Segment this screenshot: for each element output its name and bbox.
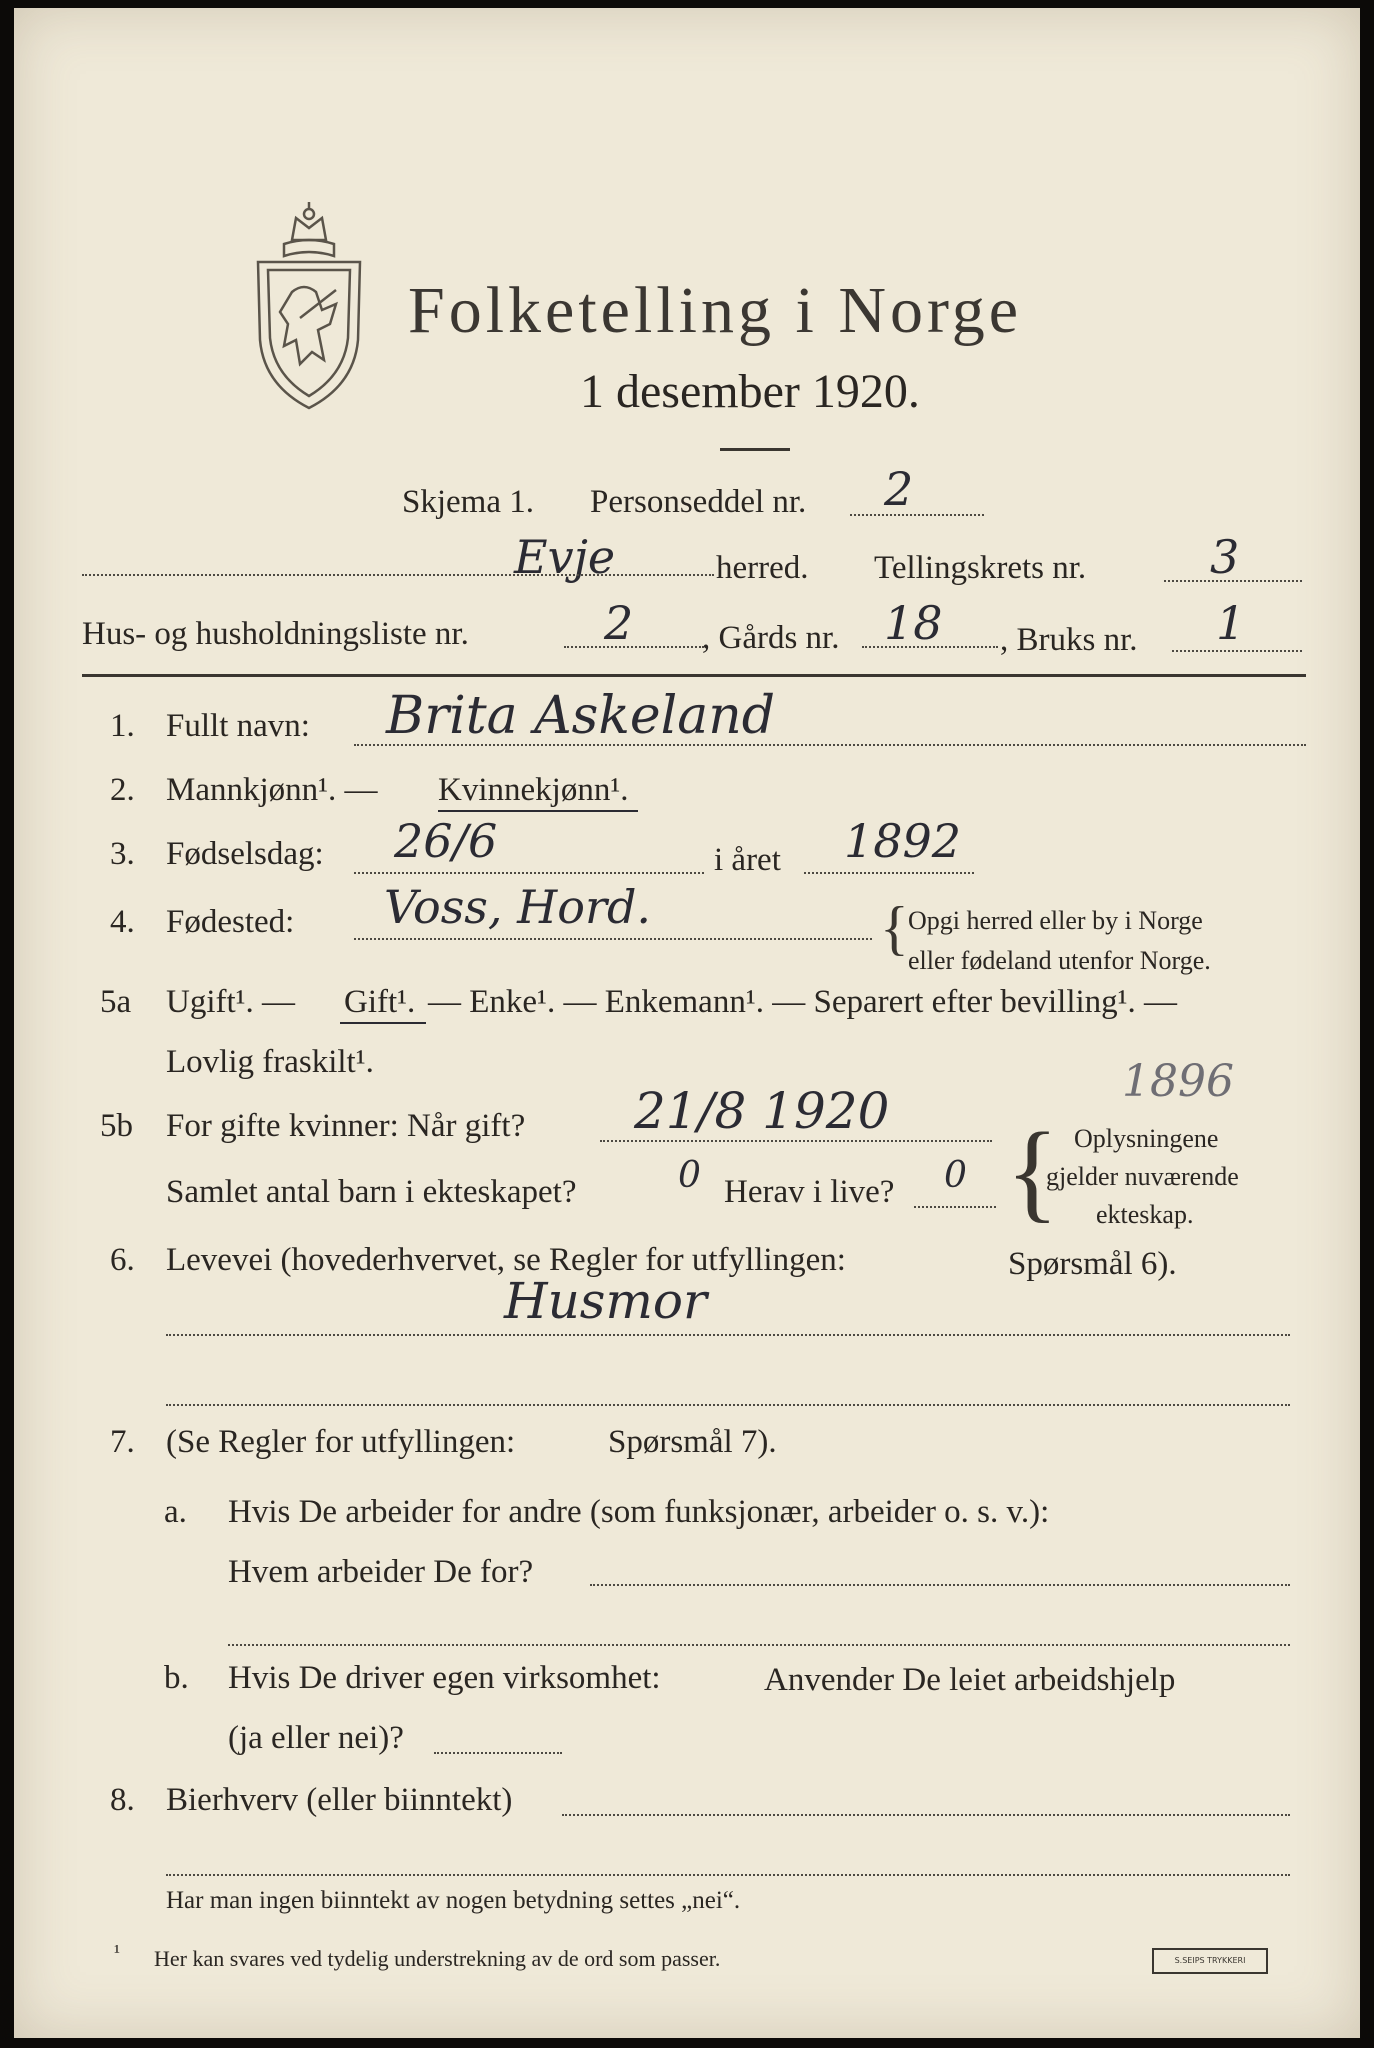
hired-help-line[interactable] [434,1752,562,1754]
husliste-line [564,646,704,648]
q7-number: 7. [110,1424,135,1460]
living-line [914,1206,996,1208]
herred-line [82,574,714,576]
birth-year-line [804,872,974,874]
marital-other-options[interactable]: — Enke¹. — Enkemann¹. — Separert efter bevilling¹. — [428,984,1178,1020]
footnote-marker: ¹ [114,1941,120,1963]
bruks-label: , Bruks nr. [1000,622,1138,658]
pencil-year-note: 1896 [1122,1056,1234,1107]
sex-female-option[interactable]: Kvinnekjønn¹. [438,772,629,808]
q7b-letter: b. [164,1660,189,1696]
birth-year-value[interactable]: 1892 [844,814,962,868]
q7a-employer-label: Hvem arbeider De for? [228,1554,534,1590]
marital-fraskilt-option[interactable]: Lovlig fraskilt¹. [166,1044,374,1080]
living-value[interactable]: 0 [944,1155,967,1196]
printer-stamp [1152,1948,1268,1974]
employer-line-1[interactable] [590,1584,1290,1586]
personseddel-line [850,514,984,516]
q6-number: 6. [110,1242,135,1278]
q8-number: 8. [110,1782,135,1818]
birthplace-note-2: eller fødeland utenfor Norge. [908,946,1211,975]
children-label: Samlet antal barn i ekteskapet? [166,1174,577,1210]
marriage-brace: { [1006,1110,1059,1232]
q1-label: Fullt navn: [166,708,310,744]
q6-label: Levevei (hovederhvervet, se Regler for utfyllingen: [166,1242,846,1278]
marriage-note-3: ekteskap. [1096,1200,1194,1229]
herred-label: herred. [716,550,809,586]
q5b-number: 5b [100,1108,133,1144]
birth-day-value[interactable]: 26/6 [394,814,498,868]
coat-of-arms-icon [244,200,374,415]
occupation-value[interactable]: Husmor [504,1272,707,1330]
full-name-line [354,744,1306,746]
q7b-hired-help-label: (ja eller nei)? [228,1720,404,1756]
q7b-text-2: Anvender De leiet arbeidshjelp [764,1662,1176,1698]
q7b-text: Hvis De driver egen virksomhet: [228,1660,661,1696]
husliste-label: Hus- og husholdningsliste nr. [82,616,469,652]
personseddel-label: Personseddel nr. [590,484,807,520]
q4-label: Fødested: [166,904,295,940]
q6-ref: Spørsmål 6). [1008,1246,1177,1282]
q4-number: 4. [110,904,135,940]
bruks-line [1172,650,1302,652]
q7-label: (Se Regler for utfyllingen: [166,1424,516,1460]
printer-stamp-text: S.SEIPS TRYKKERI [1174,1956,1246,1965]
bruks-value[interactable]: 1 [1216,596,1246,650]
husliste-value[interactable]: 2 [604,596,634,650]
marriage-date-line [600,1140,992,1142]
q3-label: Fødselsdag: [166,836,324,872]
q5b-label: For gifte kvinner: Når gift? [166,1108,526,1144]
children-value[interactable]: 0 [678,1155,701,1196]
tellingskrets-line [1164,580,1302,582]
personseddel-value[interactable]: 2 [884,462,914,516]
marital-ugift-option[interactable]: Ugift¹. — [166,984,296,1020]
form-title: Folketelling i Norge [408,274,1023,347]
birthplace-brace: { [880,895,909,961]
full-name-value[interactable]: Brita Askeland [386,686,776,746]
q1-number: 1. [110,708,135,744]
marital-gift-option[interactable]: Gift¹. [344,984,416,1020]
gards-line [862,646,998,648]
q7-ref: Spørsmål 7). [608,1424,777,1460]
occupation-line-1 [166,1334,1290,1336]
marriage-note-2: gjelder nuværende [1046,1162,1239,1191]
census-form-sheet [14,8,1360,2038]
q3-number: 3. [110,836,135,872]
tellingskrets-value[interactable]: 3 [1210,530,1240,584]
q8-label: Bierhverv (eller biinntekt) [166,1782,513,1818]
title-divider [720,448,790,451]
no-income-note: Har man ingen biinntekt av nogen betydning settes „nei“. [166,1887,741,1914]
gift-underline [340,1022,426,1024]
header-rule [82,674,1306,677]
footnote-text: Her kan svares ved tydelig understrekning av de ord som passer. [154,1946,721,1971]
employer-line-2[interactable] [228,1644,1290,1646]
side-income-line-1[interactable] [562,1814,1290,1816]
birthplace-note-1: Opgi herred eller by i Norge [908,906,1203,935]
birthplace-line [354,938,872,940]
occupation-line-2 [166,1404,1290,1406]
gards-label: , Gårds nr. [702,620,840,656]
q7a-text: Hvis De arbeider for andre (som funksjonær, arbeider o. s. v.): [228,1494,1050,1530]
side-income-line-2[interactable] [166,1874,1290,1876]
q5a-number: 5a [100,984,132,1020]
birthplace-value[interactable]: Voss, Hord. [384,880,652,934]
herred-value[interactable]: Evje [514,530,616,584]
q2-number: 2. [110,772,135,808]
marriage-date-value[interactable]: 21/8 1920 [634,1082,890,1140]
female-underline [438,810,638,812]
gards-value[interactable]: 18 [884,596,943,650]
year-label: i året [714,842,781,878]
living-label: Herav i live? [724,1174,895,1210]
q7a-letter: a. [164,1494,187,1530]
skjema-label: Skjema 1. [402,484,534,520]
marriage-note-1: Oplysningene [1074,1124,1219,1153]
census-date: 1 desember 1920. [580,365,920,418]
sex-male-option[interactable]: Mannkjønn¹. — [166,772,378,808]
birth-day-line [354,872,704,874]
tellingskrets-label: Tellingskrets nr. [874,550,1087,586]
